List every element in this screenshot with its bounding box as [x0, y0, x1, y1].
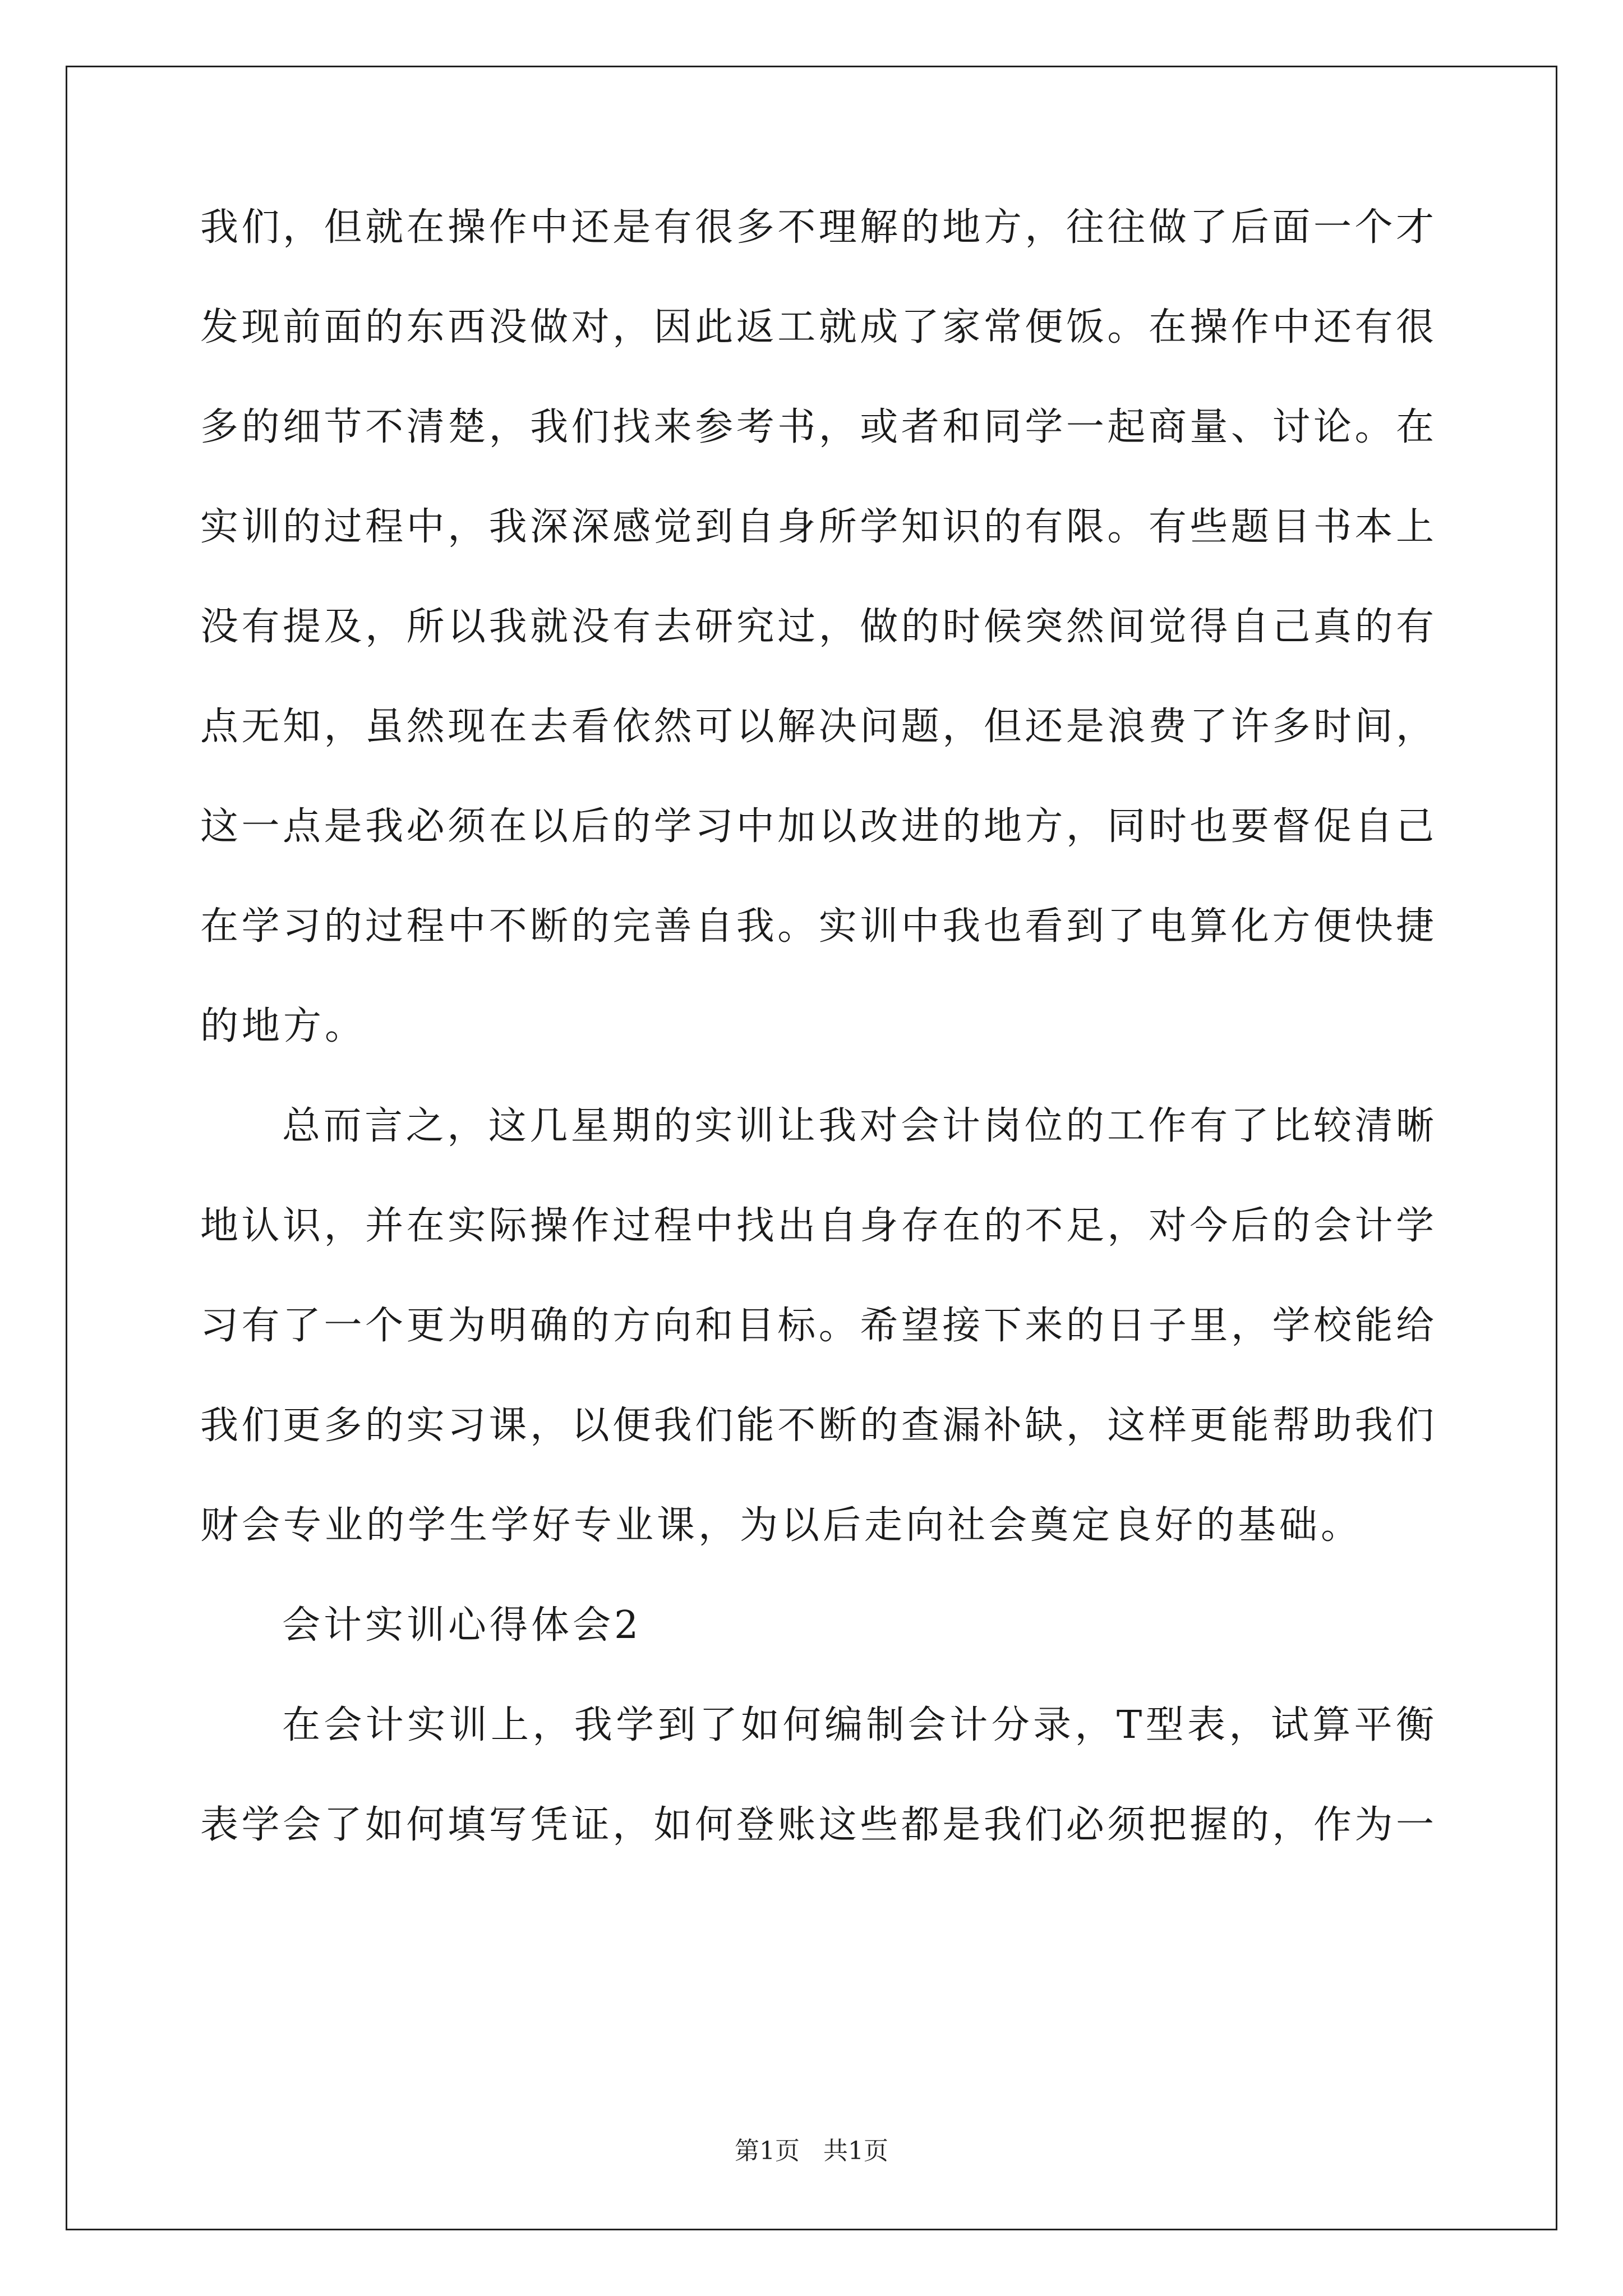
body-line: 多的细节不清楚，我们找来参考书，或者和同学一起商量、讨论。在: [200, 405, 1434, 449]
page-footer: 第1页 共1页: [735, 2137, 888, 2165]
body-line: 实训的过程中，我深深感觉到自身所学知识的有限。有些题目书本上: [200, 505, 1434, 549]
body-line: 发现前面的东西没做对，因此返工就成了家常便饭。在操作中还有很: [200, 305, 1434, 349]
body-line: 财会专业的学生学好专业课，为以后走向社会奠定良好的基础。: [200, 1503, 1363, 1548]
body-line: 表学会了如何填写凭证，如何登账这些都是我们必须把握的，作为一: [200, 1803, 1434, 1847]
body-line: 我们更多的实习课，以便我们能不断的查漏补缺，这样更能帮助我们: [200, 1404, 1434, 1448]
body-line: 没有提及，所以我就没有去研究过，做的时候突然间觉得自己真的有: [200, 605, 1434, 649]
section-heading: 会计实训心得体会2: [282, 1603, 642, 1648]
body-line: 点无知，虽然现在去看依然可以解决问题，但还是浪费了许多时间，: [200, 705, 1434, 749]
body-line: 这一点是我必须在以后的学习中加以改进的地方，同时也要督促自己: [200, 804, 1434, 849]
body-line: 的地方。: [200, 1004, 367, 1048]
body-line: 我们，但就在操作中还是有很多不理解的地方，往往做了后面一个才: [200, 205, 1434, 250]
body-line: 在会计实训上，我学到了如何编制会计分录，T型表，试算平衡: [282, 1703, 1434, 1747]
body-line: 习有了一个更为明确的方向和目标。希望接下来的日子里，学校能给: [200, 1304, 1434, 1348]
body-line: 总而言之，这几星期的实训让我对会计岗位的工作有了比较清晰: [282, 1104, 1434, 1148]
body-line: 地认识，并在实际操作过程中找出自身存在的不足，对今后的会计学: [200, 1204, 1434, 1248]
body-line: 在学习的过程中不断的完善自我。实训中我也看到了电算化方便快捷: [200, 904, 1434, 949]
